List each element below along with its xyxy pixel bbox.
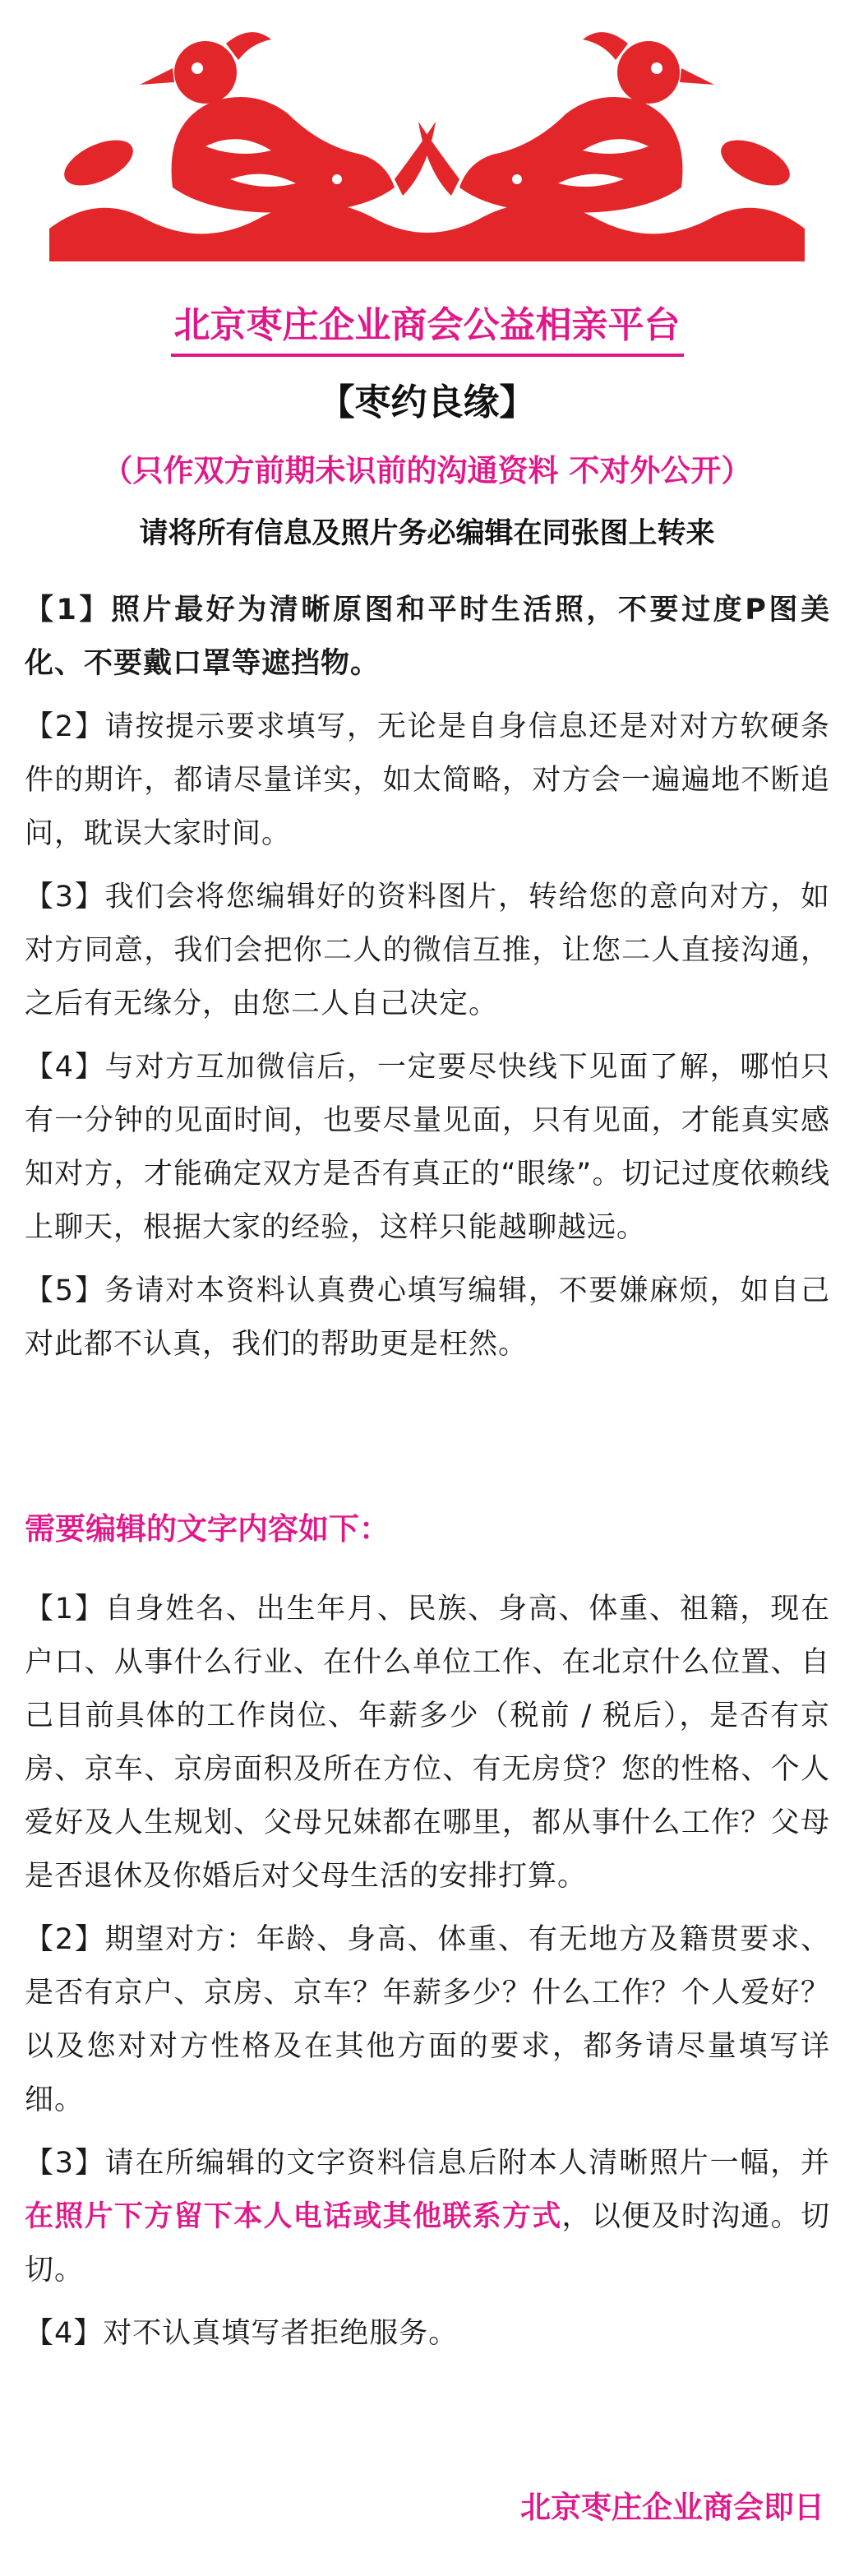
content-item: [25, 2137, 830, 2297]
tip-item: 【3】我们会将您编辑好的资料图片，转给您的意向对方，如对方同意，我们会把你二人的微信互推，让您二人直接沟通，之后有无缘分，由您二人自己决定。: [25, 881, 830, 1020]
content-item: 【4】对不认真填写者拒绝服务。: [25, 2317, 459, 2350]
privacy-note: （只作双方前期未识前的沟通资料 不对外公开）: [102, 453, 752, 488]
instruction-text: 请将所有信息及照片务必编辑在同张图上转来: [139, 517, 715, 550]
content-items-list: [25, 1583, 830, 2370]
tip-item: 【1】照片最好为清晰原图和平时生活照，不要过度P图美化、不要戴口罩等遮挡物。: [25, 594, 830, 680]
signature: 北京枣庄企业商会即日: [520, 2490, 824, 2525]
org-title-text: 北京枣庄企业商会公益相亲平台: [171, 303, 684, 357]
org-title: [0, 303, 854, 357]
content-item: 【1】自身姓名、出生年月、民族、身高、体重、祖籍，现在户口、从事什么行业、在什么单位工作、在北京什么位置、自己目前具体的工作岗位、年薪多少（税前 / 税后），是否有京房、京车、京房面积及所在方位、有无房贷？您的性格、个人爱好及人生规划、父母兄妹都在哪里，都从事什么工作？父母是否退休及你婚后对父母生活的安排打算。: [25, 1593, 830, 1893]
tip-item: 【4】与对方互加微信后，一定要尽快线下见面了解，哪怕只有一分钟的见面时间，也要尽量见面，只有见面，才能真实感知对方，才能确定双方是否有真正的“眼缘”。切记过度依赖线上聊天，根据大家的经验，这样只能越聊越远。: [25, 1051, 830, 1244]
tip-item: 【5】务请对本资料认真费心填写编辑，不要嫌麻烦，如自己对此都不认真，我们的帮助更是枉然。: [25, 1274, 830, 1361]
section-heading: 需要编辑的文字内容如下：: [25, 1511, 390, 1547]
cropped-top-text: [0, 0, 854, 12]
tip-item: 【2】请按提示要求填写，无论是自身信息还是对对方软硬条件的期许，都请尽量详实，如太简略，对方会一遍遍地不断追问，耽误大家时间。: [25, 710, 830, 850]
content-item-prefix: 【3】请在所编辑的文字资料信息后附本人清晰照片一幅，并: [25, 2147, 830, 2180]
mandarin-ducks-papercut-icon: [49, 23, 805, 261]
content-item: 【2】期望对方：年龄、身高、体重、有无地方及籍贯要求、是否有京户、京房、京车？年薪多少？什么工作？个人爱好？以及您对对方性格及在其他方面的要求，都务请尽量填写详细。: [25, 1923, 830, 2116]
brand-title: 【枣约良缘】: [318, 382, 536, 423]
contact-highlight: 在照片下方留下本人电话或其他联系方式: [25, 2200, 562, 2233]
tips-list: [25, 584, 830, 1381]
content-item-suffix: ，以便及时沟通。切切。: [25, 2200, 830, 2287]
